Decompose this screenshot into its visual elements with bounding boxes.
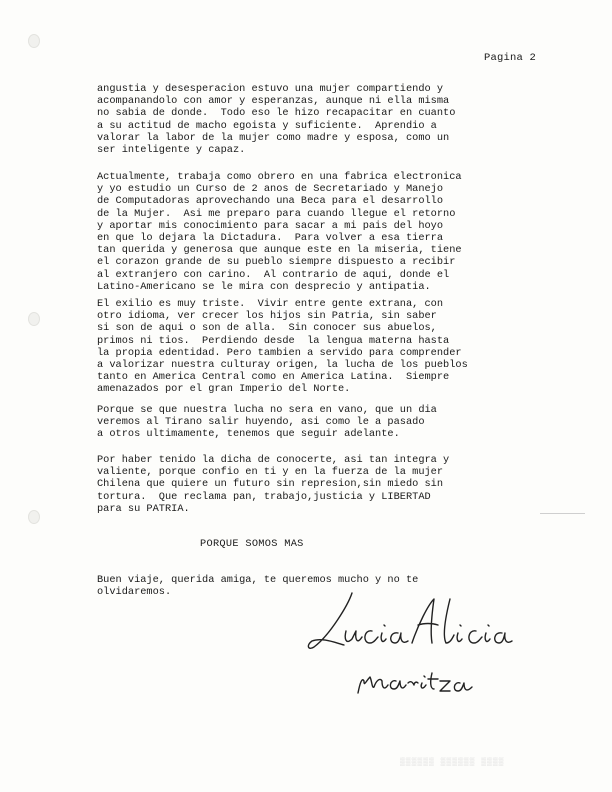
text-line: al extranjero con carino. Al contrario de aqui, donde el — [97, 268, 450, 281]
text-line: ser inteligente y capaz. — [97, 144, 246, 157]
text-line: y yo estudio un Curso de 2 anos de Secretariado y Manejo — [97, 183, 444, 196]
margin-rule — [540, 513, 585, 514]
text-line: y aportar mis conocimiento para sacar a mi pais del hoyo — [97, 219, 444, 232]
punch-hole — [28, 510, 40, 524]
text-line: para su PATRIA. — [97, 502, 190, 515]
text-line: no sabia de donde. Todo eso le hizo recapacitar en cuanto — [97, 107, 456, 120]
paragraph-4 — [97, 404, 537, 441]
text-line: angustia y desesperacion estuvo una mujer compartiendo y — [97, 83, 444, 95]
paragraph-3 — [97, 298, 537, 396]
text-line: valorar la labor de la mujer como madre y esposa, como un — [97, 131, 450, 144]
text-line: el corazon grande de su pueblo siempre dispuesto a recibir — [97, 256, 456, 269]
text-line: tanto en America Central como en America Latina. Siempre — [97, 371, 450, 384]
text-line: veremos al Tirano salir huyendo, asi como le a pasado — [97, 416, 425, 429]
paragraph-2 — [97, 171, 537, 293]
text-line: si son de aqui o son de alla. Sin conocer sus abuelos, — [97, 322, 437, 335]
punch-hole — [28, 34, 40, 48]
faint-stamp-mark: ▒▒▒▒▒▒ ▒▒▒▒▒▒ ▒▒▒▒ — [400, 758, 505, 767]
text-line: Porque se que nuestra lucha no sera en vano, que un dia — [97, 404, 437, 416]
text-line: valiente, porque confio en ti y en la fuerza de la mujer — [97, 466, 444, 479]
text-line: la propia edentidad. Pero tambien a servido para comprender — [97, 346, 462, 359]
text-line: Por haber tenido la dicha de conocerte, asi tan integra y — [97, 454, 450, 466]
text-line: acompanandolo con amor y esperanzas, aunque ni ella misma — [97, 95, 450, 108]
page-number: Pagina 2 — [484, 52, 537, 64]
text-line: olvidaremos. — [97, 586, 172, 599]
text-line: El exilio es muy triste. Vivir entre gente extrana, con — [97, 298, 444, 310]
text-line: amenazados por el gran Imperio del Norte. — [97, 383, 351, 396]
text-line: Latino-Americano se le mira con desprecio y antipatia. — [97, 280, 431, 293]
handwritten-signature — [300, 585, 530, 705]
punch-hole — [28, 312, 40, 326]
text-line: a otros ultimamente, tenemos que seguir adelante. — [97, 428, 400, 441]
text-line: a valorizar nuestra culturay origen, la lucha de los pueblos — [97, 359, 468, 372]
text-line: de Computadoras aprovechando una Beca para el desarrollo — [97, 195, 444, 208]
paragraph-5 — [97, 454, 537, 515]
text-line: tan querida y generosa que aunque este en la miseria, tiene — [97, 244, 462, 257]
text-line: tortura. Que reclama pan, trabajo,justicia y LIBERTAD — [97, 490, 431, 503]
paragraph-1 — [97, 83, 537, 156]
text-line: Actualmente, trabaja como obrero en una fabrica electronica — [97, 171, 462, 183]
text-line: en que lo dejara la Dictadura. Para volver a esa tierra — [97, 232, 444, 245]
closing-motto: PORQUE SOMOS MAS — [200, 538, 304, 550]
text-line: otro idioma, ver crecer los hijos sin Patria, sin saber — [97, 310, 437, 323]
text-line: Chilena que quiere un futuro sin represion,sin miedo sin — [97, 478, 444, 491]
text-line: primos ni tios. Perdiendo desde la lengua materna hasta — [97, 334, 450, 347]
text-line: a su actitud de macho egoista y suficiente. Aprendio a — [97, 119, 437, 132]
text-line: de la Mujer. Asi me preparo para cuando llegue el retorno — [97, 207, 456, 220]
text-line: Buen viaje, querida amiga, te queremos mucho y no te — [97, 574, 419, 586]
